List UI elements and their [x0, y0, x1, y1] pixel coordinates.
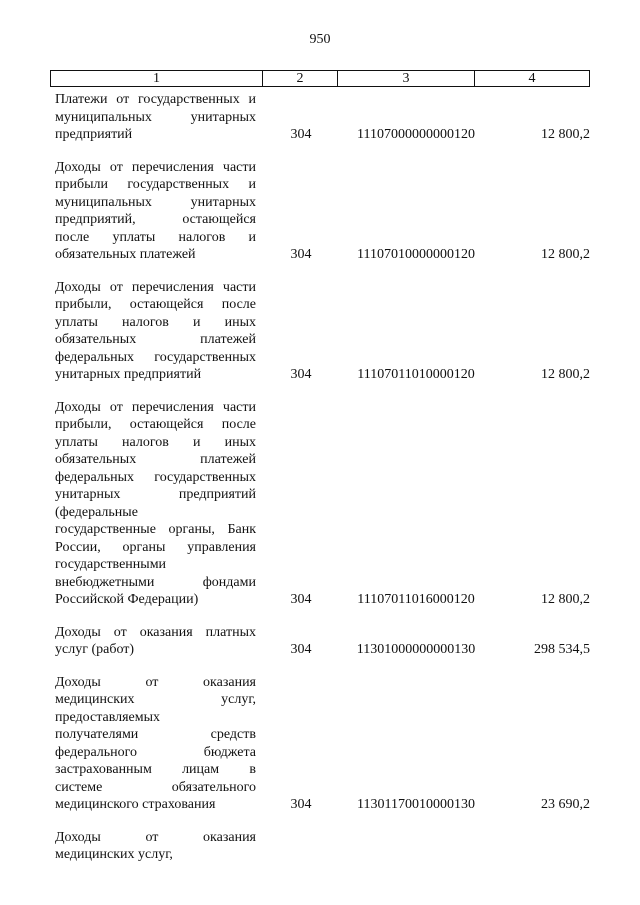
description-line: обязательных платежей	[55, 452, 256, 467]
row-budget-code: 11107010000000120	[357, 247, 475, 262]
description-line: после уплаты налогов и	[55, 229, 256, 245]
description-line: внебюджетными фондами	[55, 574, 256, 590]
row-description	[55, 829, 256, 864]
row-budget-code: 11107011010000120	[357, 367, 475, 382]
description-line: Доходы от оказания	[55, 829, 256, 845]
description-line: (федеральные	[55, 504, 138, 520]
table-body	[55, 91, 590, 879]
row-description	[55, 159, 256, 264]
row-admin-code: 304	[290, 642, 312, 657]
row-amount: 23 690,2	[541, 797, 590, 812]
table-header	[50, 70, 590, 87]
header-col-2: 2	[263, 71, 338, 86]
description-line: федеральных государственных	[55, 469, 256, 485]
row-description	[55, 91, 256, 144]
description-line: медицинского страхования	[55, 797, 216, 812]
description-line: системе обязательного	[55, 779, 256, 795]
description-line: Доходы от оказания	[55, 674, 256, 690]
description-line: Доходы от оказания платных	[55, 624, 256, 640]
row-description	[55, 674, 256, 814]
description-line: прибыли, остающейся после	[55, 297, 256, 312]
description-line: Доходы от перечисления части	[55, 159, 256, 175]
description-line: Платежи от государственных и	[55, 92, 256, 107]
table-row	[55, 279, 590, 384]
description-line: муниципальных унитарных	[55, 109, 256, 125]
header-col-3: 3	[338, 71, 475, 86]
description-line: Доходы от перечисления части	[55, 279, 256, 295]
row-budget-code: 11107011016000120	[357, 592, 475, 607]
description-line: услуг (работ)	[55, 642, 135, 657]
description-line: унитарных предприятий	[55, 487, 256, 502]
row-description	[55, 279, 256, 384]
row-budget-code: 11301170010000130	[357, 797, 475, 812]
description-line: застрахованным лицам в	[55, 762, 256, 777]
description-line: прибыли государственных и	[55, 177, 256, 192]
description-line: предприятий	[55, 127, 133, 142]
table-row	[55, 91, 590, 144]
header-col-4: 4	[528, 71, 536, 86]
row-description	[55, 399, 256, 609]
table-row	[55, 624, 590, 659]
table-row	[55, 159, 590, 264]
row-description	[55, 624, 256, 659]
row-budget-code: 11107000000000120	[357, 127, 475, 142]
row-admin-code: 304	[290, 592, 312, 607]
description-line: государственные органы, Банк	[55, 522, 256, 537]
row-admin-code: 304	[290, 797, 312, 812]
description-line: муниципальных унитарных	[55, 194, 256, 210]
description-line: медицинских услуг,	[55, 692, 256, 707]
row-amount: 298 534,5	[534, 642, 590, 657]
table-row	[55, 399, 590, 609]
row-admin-code: 304	[290, 367, 312, 382]
description-line: прибыли, остающейся после	[55, 417, 256, 432]
row-admin-code: 304	[290, 127, 312, 142]
description-line: государственными	[55, 557, 167, 572]
description-line: получателями средств	[55, 727, 256, 742]
page-number: 950	[309, 32, 331, 47]
row-amount: 12 800,2	[541, 592, 590, 607]
row-amount: 12 800,2	[541, 247, 590, 262]
row-amount: 12 800,2	[541, 367, 590, 382]
description-line: уплаты налогов и иных	[55, 314, 256, 330]
description-line: предоставляемых	[55, 709, 161, 725]
table-row	[55, 674, 590, 814]
row-budget-code: 11301000000000130	[356, 642, 476, 657]
description-line: предприятий, остающейся	[55, 212, 256, 227]
description-line: Доходы от перечисления части	[55, 399, 256, 415]
description-line: медицинских услуг,	[55, 847, 173, 862]
description-line: уплаты налогов и иных	[55, 434, 256, 450]
description-line: России, органы управления	[55, 539, 256, 555]
description-line: обязательных платежей	[55, 332, 256, 347]
row-admin-code: 304	[290, 247, 312, 262]
row-amount: 12 800,2	[541, 127, 590, 142]
description-line: федерального бюджета	[55, 744, 256, 760]
description-line: обязательных платежей	[55, 247, 196, 262]
description-line: Российской Федерации)	[55, 592, 199, 607]
description-line: федеральных государственных	[55, 349, 256, 365]
header-col-1: 1	[51, 71, 263, 86]
table-row	[55, 829, 590, 864]
description-line: унитарных предприятий	[55, 367, 202, 382]
